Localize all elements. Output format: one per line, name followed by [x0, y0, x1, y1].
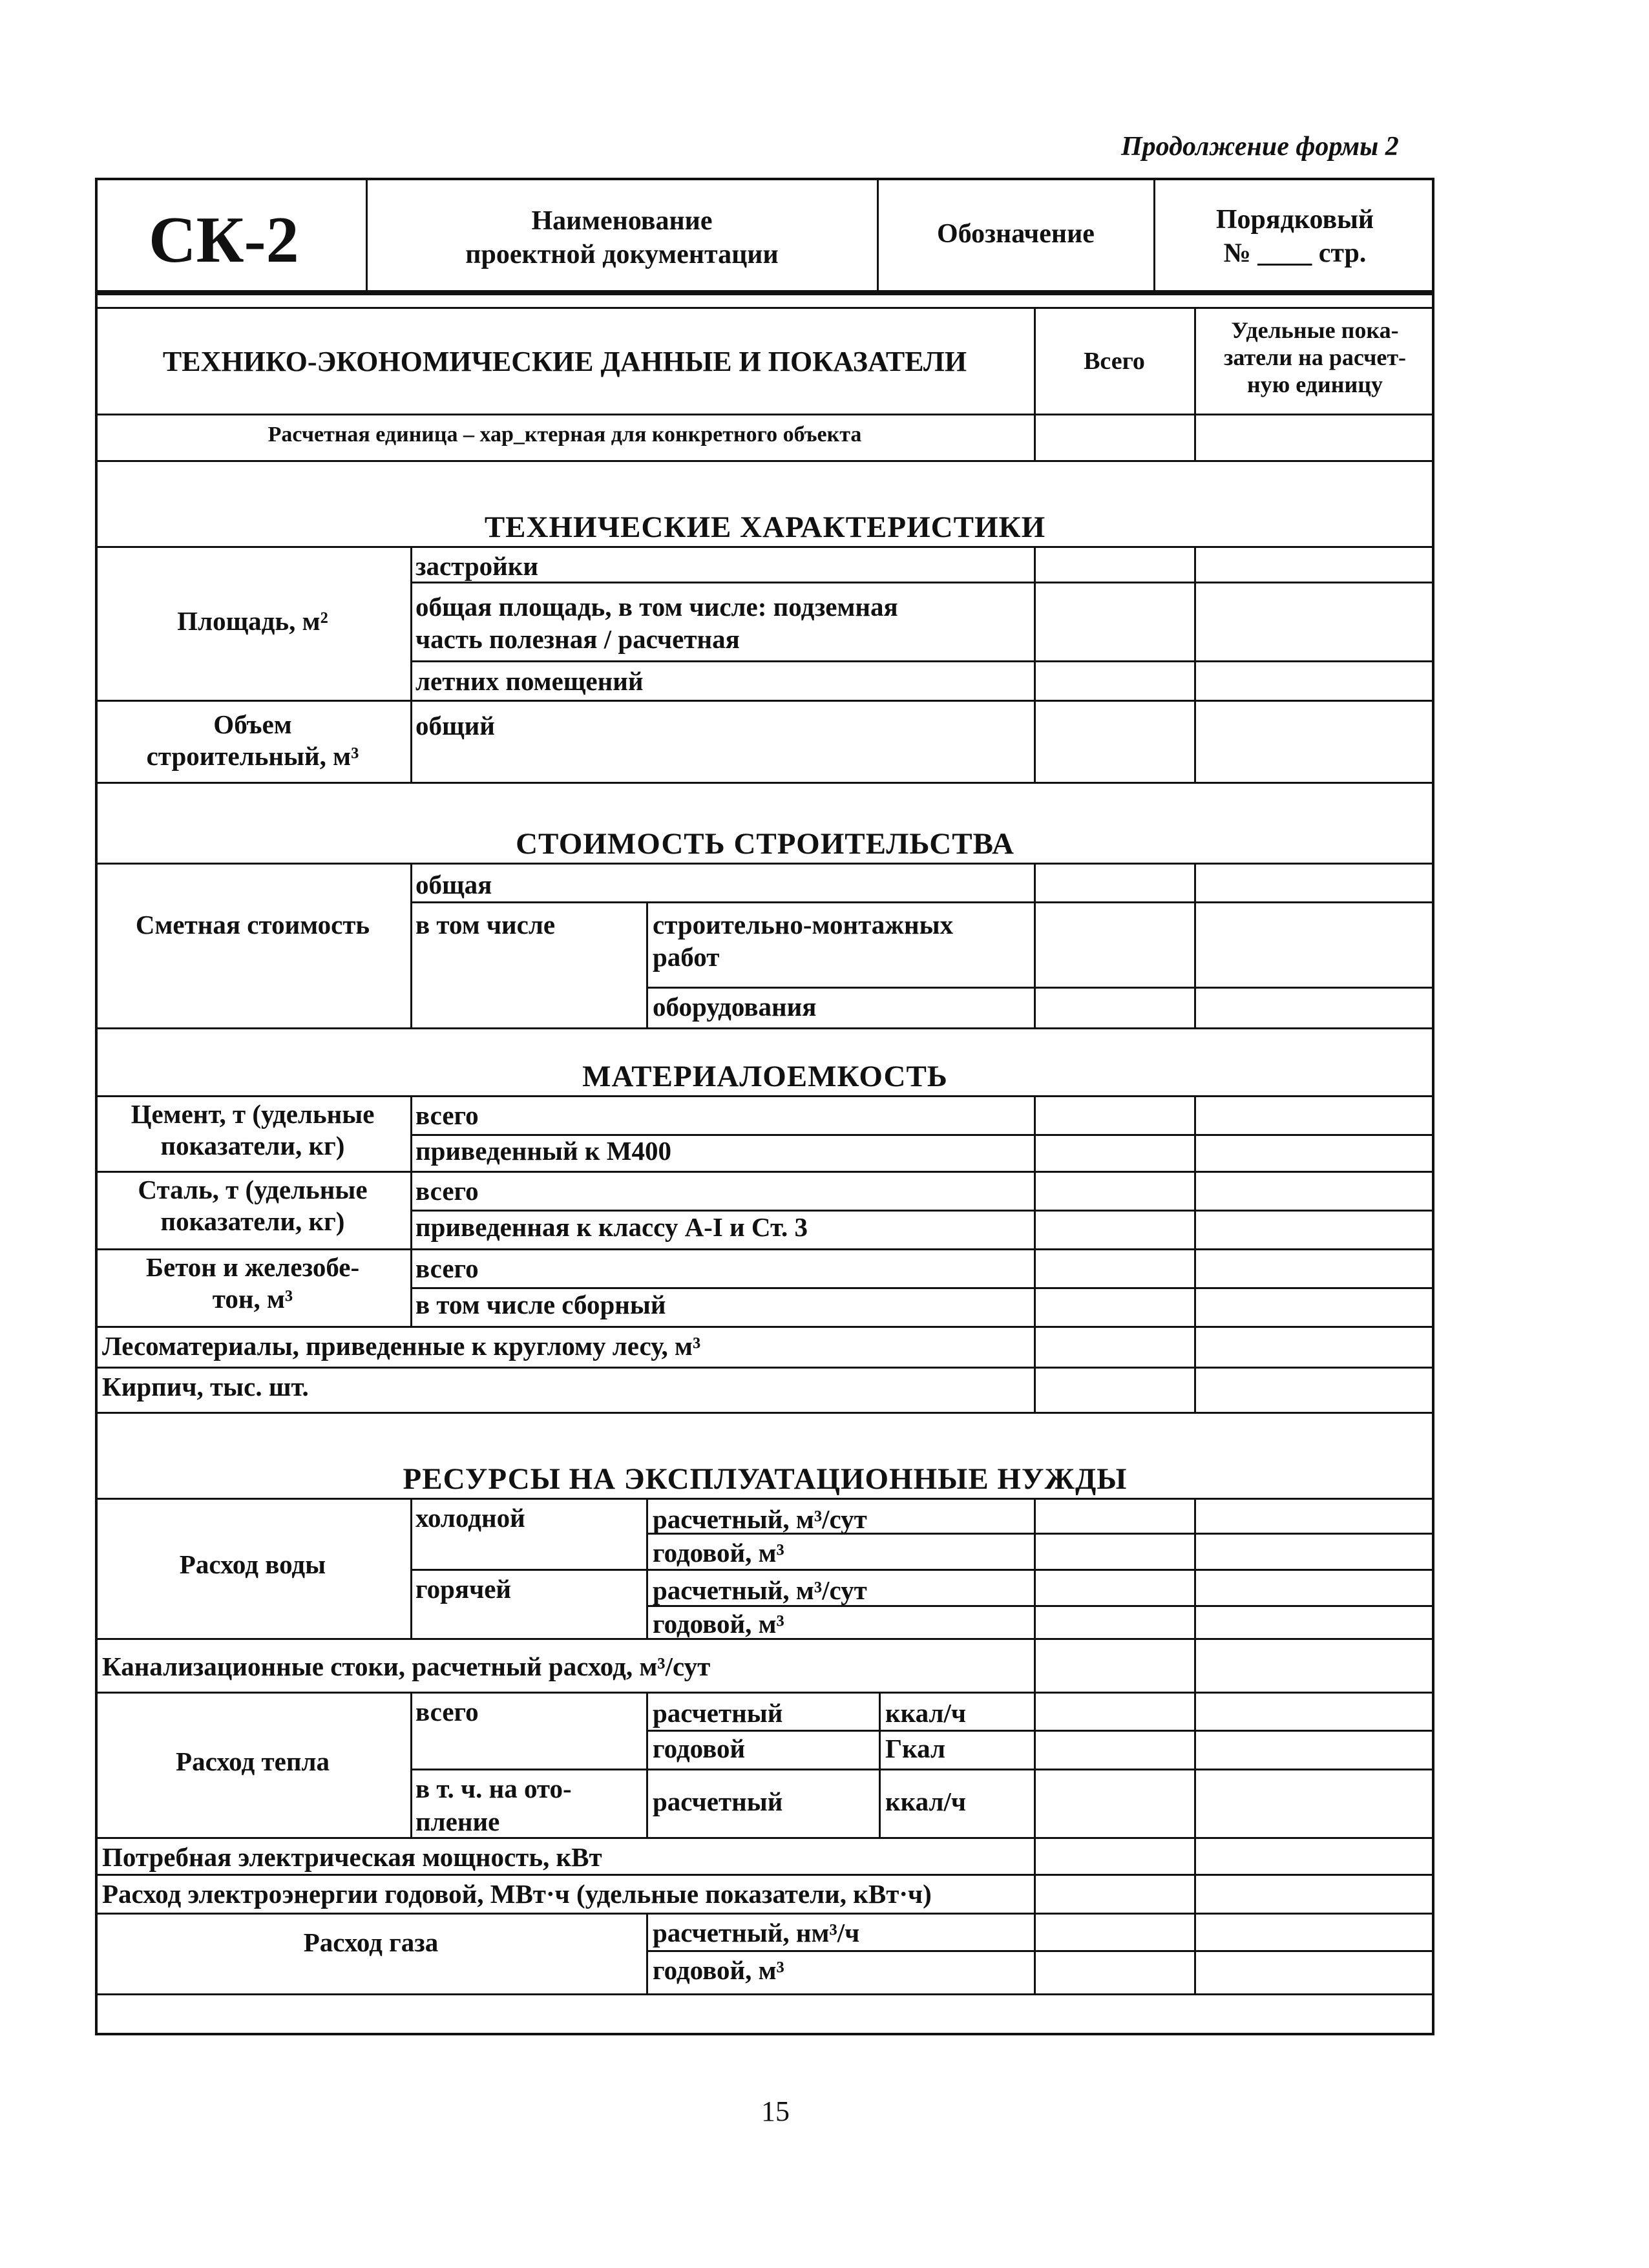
heat-kcal-2: ккал/ч [885, 1787, 967, 1816]
heat-year-1: годовой [653, 1734, 746, 1763]
heat-heating-line1: в т. ч. на ото- [415, 1774, 572, 1803]
gas-calc: расчетный, нм³/ч [653, 1918, 860, 1948]
cost-smr-line2: работ [653, 942, 720, 972]
concrete-line2: тон, м³ [212, 1284, 293, 1314]
heat-label: Расход тепла [176, 1747, 330, 1776]
area-total-line2: часть полезная / расчетная [415, 624, 740, 654]
volume-total: общий [415, 711, 495, 740]
timber-row: Лесоматериалы, приведенные к круглому лесу, м³ [102, 1331, 701, 1361]
volume-label [97, 711, 408, 770]
water-hot-calc: расчетный, м³/сут [653, 1575, 867, 1605]
volume-line1: Объем [213, 709, 292, 739]
section-resources-title: РЕСУРСЫ НА ЭКСПЛУАТАЦИОННЫЕ НУЖДЫ [403, 1462, 1128, 1496]
cement-line1: Цемент, т (удельные [131, 1099, 375, 1129]
doc-name-line1: Наименование [531, 206, 713, 236]
area-label: Площадь, м² [177, 606, 328, 636]
unit-column-header [1197, 319, 1433, 397]
heat-gcal: Гкал [885, 1734, 945, 1763]
steel-label [97, 1176, 408, 1235]
heat-kcal-1: ккал/ч [885, 1698, 967, 1728]
cost-incl: в том числе [415, 910, 556, 940]
table-title: ТЕХНИКО-ЭКОНОМИЧЕСКИЕ ДАННЫЕ И ПОКАЗАТЕЛИ [162, 346, 967, 377]
area-build: застройки [415, 551, 538, 581]
volume-line2: строительный, м³ [146, 741, 359, 772]
water-cold-year: годовой, м³ [653, 1538, 784, 1568]
section-cost-title: СТОИМОСТЬ СТРОИТЕЛЬСТВА [516, 827, 1014, 861]
page-number: 15 [761, 2095, 790, 2127]
unit-header-line3: ную единицу [1247, 371, 1383, 397]
concrete-all: всего [415, 1254, 479, 1283]
water-hot-year: годовой, м³ [653, 1609, 784, 1639]
water-cold-calc: расчетный, м³/сут [653, 1504, 867, 1534]
heat-all: всего [415, 1697, 479, 1727]
doc-name-line2: проектной документации [465, 240, 779, 270]
unit-header-line2: затели на расчет- [1223, 344, 1407, 370]
area-total-line1: общая площадь, в том числе: подземная [415, 592, 898, 622]
cost-equip: оборудования [653, 992, 817, 1022]
section-tech-title: ТЕХНИЧЕСКИЕ ХАРАКТЕРИСТИКИ [484, 510, 1046, 544]
area-summer: летних помещений [415, 666, 644, 696]
concrete-label [97, 1254, 408, 1313]
cement-all: всего [415, 1100, 479, 1130]
form-code: СК-2 [149, 204, 299, 277]
water-hot: горячей [415, 1574, 512, 1604]
steel-line1: Сталь, т (удельные [138, 1175, 368, 1204]
steel-line2: показатели, кг) [160, 1206, 345, 1237]
sewage-row: Канализационные стоки, расчетный расход, м³/сут [102, 1652, 711, 1681]
order-label [1157, 205, 1433, 268]
calc-unit-row: Расчетная единица – хар_ктерная для конкретного объекта [268, 423, 862, 446]
estimate-label: Сметная стоимость [135, 910, 370, 940]
power-row: Потребная электрическая мощность, кВт [102, 1842, 602, 1872]
water-cold: холодной [415, 1503, 525, 1533]
unit-header-line1: Удельные пока- [1231, 317, 1399, 343]
cost-smr-line1: строительно-монтажных [653, 910, 954, 940]
steel-all: всего [415, 1176, 479, 1206]
order-line1: Порядковый [1215, 205, 1374, 235]
concrete-prefab: в том числе сборный [415, 1290, 666, 1319]
cement-m400: приведенный к М400 [415, 1136, 671, 1166]
gas-label: Расход газа [303, 1927, 439, 1957]
doc-name-label [368, 207, 876, 269]
gas-year: годовой, м³ [653, 1955, 784, 1985]
heat-heating [415, 1775, 572, 1836]
order-line2: № ____ стр. [1223, 238, 1367, 269]
designation-label: Обозначение [937, 219, 1095, 249]
cement-line2: показатели, кг) [160, 1131, 345, 1161]
total-column-header: Всего [1084, 348, 1145, 375]
heat-calc-2: расчетный [653, 1787, 783, 1816]
steel-class: приведенная к классу А-I и Ст. 3 [415, 1212, 808, 1242]
continuation-note: Продолжение формы 2 [1121, 132, 1399, 162]
cement-label [97, 1100, 408, 1160]
heat-heating-line2: пление [415, 1807, 500, 1837]
brick-row: Кирпич, тыс. шт. [102, 1372, 309, 1402]
water-label: Расход воды [179, 1549, 326, 1579]
heat-calc-1: расчетный [653, 1698, 783, 1728]
electricity-row: Расход электроэнергии годовой, МВт·ч (удельные показатели, кВт·ч) [102, 1879, 932, 1909]
concrete-line1: Бетон и железобе- [145, 1252, 360, 1282]
cost-total: общая [415, 870, 492, 899]
section-material-title: МАТЕРИАЛОЕМКОСТЬ [582, 1060, 948, 1093]
